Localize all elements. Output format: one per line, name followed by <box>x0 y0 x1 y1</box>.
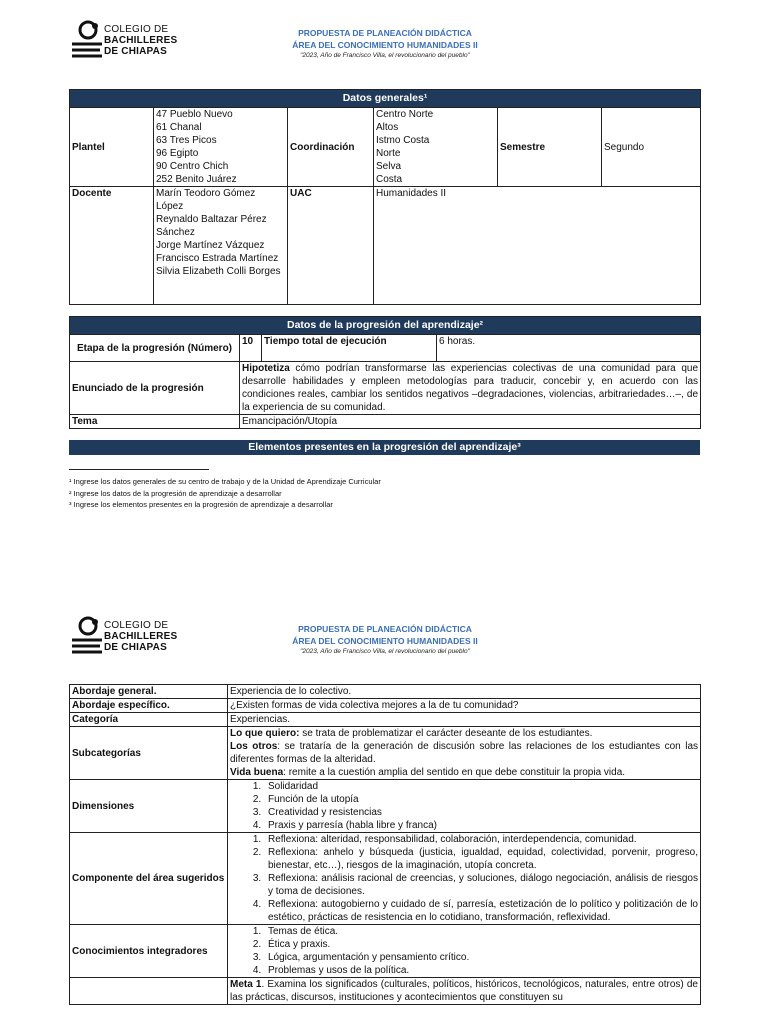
doc-year-motto: "2023, Año de Francisco Villa, el revolucionario del pueblo" <box>300 52 470 59</box>
plantel-item: 63 Tres Picos <box>156 135 217 146</box>
logo-text <box>104 620 177 653</box>
enunciado-value <box>240 362 701 415</box>
elementos-table <box>69 684 701 1005</box>
list-item: 1. Reflexiona: alteridad, responsabilidad, colaboración, interdependencia, comunidad. <box>264 833 698 846</box>
componente-value <box>228 833 701 925</box>
tiempo-label: Tiempo total de ejecución <box>262 335 437 362</box>
coordinacion-item: Selva <box>376 161 402 172</box>
list-item: 3. Lógica, argumentación y pensamiento crítico. <box>264 951 698 964</box>
subcategoria-term: Los otros <box>230 741 278 752</box>
coordinacion-item: Altos <box>376 122 399 133</box>
school-logo <box>70 14 220 64</box>
coordinacion-item: Centro Norte <box>376 109 434 120</box>
progresion-heading: Datos de la progresión del aprendizaje² <box>70 317 701 335</box>
subcategoria-term: Vida buena <box>230 767 284 778</box>
logo-emblem-icon <box>70 610 104 660</box>
enunciado-text: cómo podrían transformarse las experiencias colectivas de una comunidad para que desarrolle habilidades y empleen metodologías para traducir, concebir y, en acuerdo con las condiciones reales, cambiar los sentidos negativos –degradaciones, violencias, arbitrariedades…–, de la experiencia de su comunidad. <box>242 363 699 413</box>
subcategoria-item <box>230 740 698 766</box>
list-item: 2. Función de la utopía <box>264 793 698 806</box>
logo-line-1: COLEGIO DE <box>104 620 169 631</box>
conocimientos-label: Conocimientos integradores <box>70 925 228 978</box>
docente-values <box>154 187 288 305</box>
meta-text: . Examina los significados (culturales, políticos, históricos, tecnológicos, naturales, entre otros) de las prácticas, discursos, instituciones y acontecimientos que constituyen su <box>230 979 698 1003</box>
docente-item: Silvia Elizabeth Colli Borges <box>156 266 281 277</box>
plantel-item: 47 Pueblo Nuevo <box>156 109 233 120</box>
semestre-label: Semestre <box>498 108 602 187</box>
plantel-item: 96 Egipto <box>156 148 199 159</box>
coordinacion-item: Norte <box>376 148 401 159</box>
meta-value <box>228 978 701 1005</box>
conocimientos-value <box>228 925 701 978</box>
doc-area-title: ÁREA DEL CONOCIMIENTO HUMANIDADES II <box>292 40 478 50</box>
semestre-value: Segundo <box>602 108 701 187</box>
subcategoria-item <box>230 727 698 740</box>
dimensiones-label: Dimensiones <box>70 780 228 833</box>
list-item: 4. Problemas y usos de la política. <box>264 964 698 977</box>
componentes-list <box>230 833 698 924</box>
document-header <box>230 27 540 60</box>
subcategorias-label: Subcategorías <box>70 727 228 780</box>
footnote-2: ² Ingrese los datos de la progresión de aprendizaje a desarrollar <box>69 489 282 498</box>
doc-area-title: ÁREA DEL CONOCIMIENTO HUMANIDADES II <box>292 636 478 646</box>
doc-year-motto: "2023, Año de Francisco Villa, el revolucionario del pueblo" <box>300 648 470 655</box>
meta-number: Meta 1 <box>230 979 262 990</box>
subcategoria-text: : se trataría de la generación de discusión sobre las relaciones de los estudiantes con las diferentes formas de la alteridad. <box>230 741 699 765</box>
datos-generales-table <box>69 89 701 305</box>
abordaje-especifico-label: Abordaje específico. <box>70 699 228 713</box>
list-item: 4. Praxis y parresía (habla libre y franca) <box>264 819 698 832</box>
list-item: 1. Solidaridad <box>264 780 698 793</box>
subcategoria-text: : remite a la cuestión amplia del sentido en que debe constituir la propia vida. <box>283 767 626 778</box>
plantel-values <box>154 108 288 187</box>
abordaje-general-value: Experiencia de lo colectivo. <box>228 685 701 699</box>
plantel-label: Plantel <box>70 108 154 187</box>
subcategoria-text: se trata de problematizar el carácter deseante de los estudiantes. <box>299 728 593 739</box>
enunciado-label: Enunciado de la progresión <box>70 362 240 415</box>
logo-line-2: BACHILLERES <box>104 35 178 46</box>
subcategoria-term: Lo que quiero: <box>230 728 300 739</box>
etapa-label: Etapa de la progresión (Número) <box>70 335 240 362</box>
plantel-item: 252 Benito Juárez <box>156 174 237 185</box>
list-item: 1. Temas de ética. <box>264 925 698 938</box>
elementos-heading: Elementos presentes en la progresión del aprendizaje³ <box>69 440 700 455</box>
logo-line-3: DE CHIAPAS <box>104 642 167 653</box>
datos-generales-heading: Datos generales¹ <box>70 90 701 108</box>
categoria-value: Experiencias. <box>228 713 701 727</box>
tema-label: Tema <box>70 415 240 429</box>
footnote-1: ¹ Ingrese los datos generales de su centro de trabajo y de la Unidad de Aprendizaje Curricular <box>69 477 381 486</box>
tema-value: Emancipación/Utopía <box>240 415 701 429</box>
docente-item: Marín Teodoro Gómez López <box>156 188 256 212</box>
dimensiones-value <box>228 780 701 833</box>
uac-value: Humanidades II <box>374 187 701 305</box>
logo-emblem-icon <box>70 14 104 64</box>
list-item: 4. Reflexiona: autogobierno y cuidado de sí, parresía, estetización de lo político y politización de lo estético, prácticas de resistencia en lo cotidiano, transformación, reflexividad. <box>264 898 698 924</box>
coordinacion-label: Coordinación <box>288 108 374 187</box>
categoria-label: Categoría <box>70 713 228 727</box>
progresion-table <box>69 316 701 429</box>
docente-label: Docente <box>70 187 154 305</box>
coordinacion-item: Costa <box>376 174 403 185</box>
logo-line-3: DE CHIAPAS <box>104 46 167 57</box>
subcategoria-item <box>230 766 698 779</box>
logo-line-1: COLEGIO DE <box>104 24 169 35</box>
plantel-item: 90 Centro Chich <box>156 161 229 172</box>
logo-line-2: BACHILLERES <box>104 631 178 642</box>
footnote-separator <box>69 469 209 470</box>
meta-label <box>70 978 228 1005</box>
plantel-item: 61 Chanal <box>156 122 202 133</box>
tiempo-value: 6 horas. <box>437 335 701 362</box>
document-header <box>230 623 540 656</box>
abordaje-general-label: Abordaje general. <box>70 685 228 699</box>
footnote-3: ³ Ingrese los elementos presentes en la progresión de aprendizaje a desarrollar <box>69 500 333 509</box>
list-item: 3. Creatividad y resistencias <box>264 806 698 819</box>
uac-label: UAC <box>288 187 374 305</box>
doc-title: PROPUESTA DE PLANEACIÓN DIDÁCTICA <box>298 624 472 634</box>
conocimientos-list <box>230 925 698 977</box>
list-item: 2. Ética y praxis. <box>264 938 698 951</box>
list-item: 3. Reflexiona: análisis racional de creencias, y soluciones, diálogo negociación, análisis de riesgos y toma de decisiones. <box>264 872 698 898</box>
subcategorias-value <box>228 727 701 780</box>
coordinacion-values <box>374 108 498 187</box>
school-logo <box>70 610 220 660</box>
dimensiones-list <box>230 780 698 832</box>
abordaje-especifico-value: ¿Existen formas de vida colectiva mejores a la de tu comunidad? <box>228 699 701 713</box>
docente-item: Reynaldo Baltazar Pérez Sánchez <box>156 214 267 238</box>
enunciado-verb: Hipotetiza <box>242 363 290 374</box>
coordinacion-item: Istmo Costa <box>376 135 430 146</box>
etapa-value: 10 <box>240 335 262 362</box>
list-item: 2. Reflexiona: anhelo y búsqueda (justicia, igualdad, equidad, colectividad, porvenir, progreso, bienestar, etc…), riesgos de la imaginación, utopía concreta. <box>264 846 698 872</box>
docente-item: Francisco Estrada Martínez <box>156 253 279 264</box>
logo-text <box>104 24 177 57</box>
doc-title: PROPUESTA DE PLANEACIÓN DIDÁCTICA <box>298 28 472 38</box>
componente-label: Componente del área sugeridos <box>70 833 228 925</box>
docente-item: Jorge Martínez Vázquez <box>156 240 265 251</box>
